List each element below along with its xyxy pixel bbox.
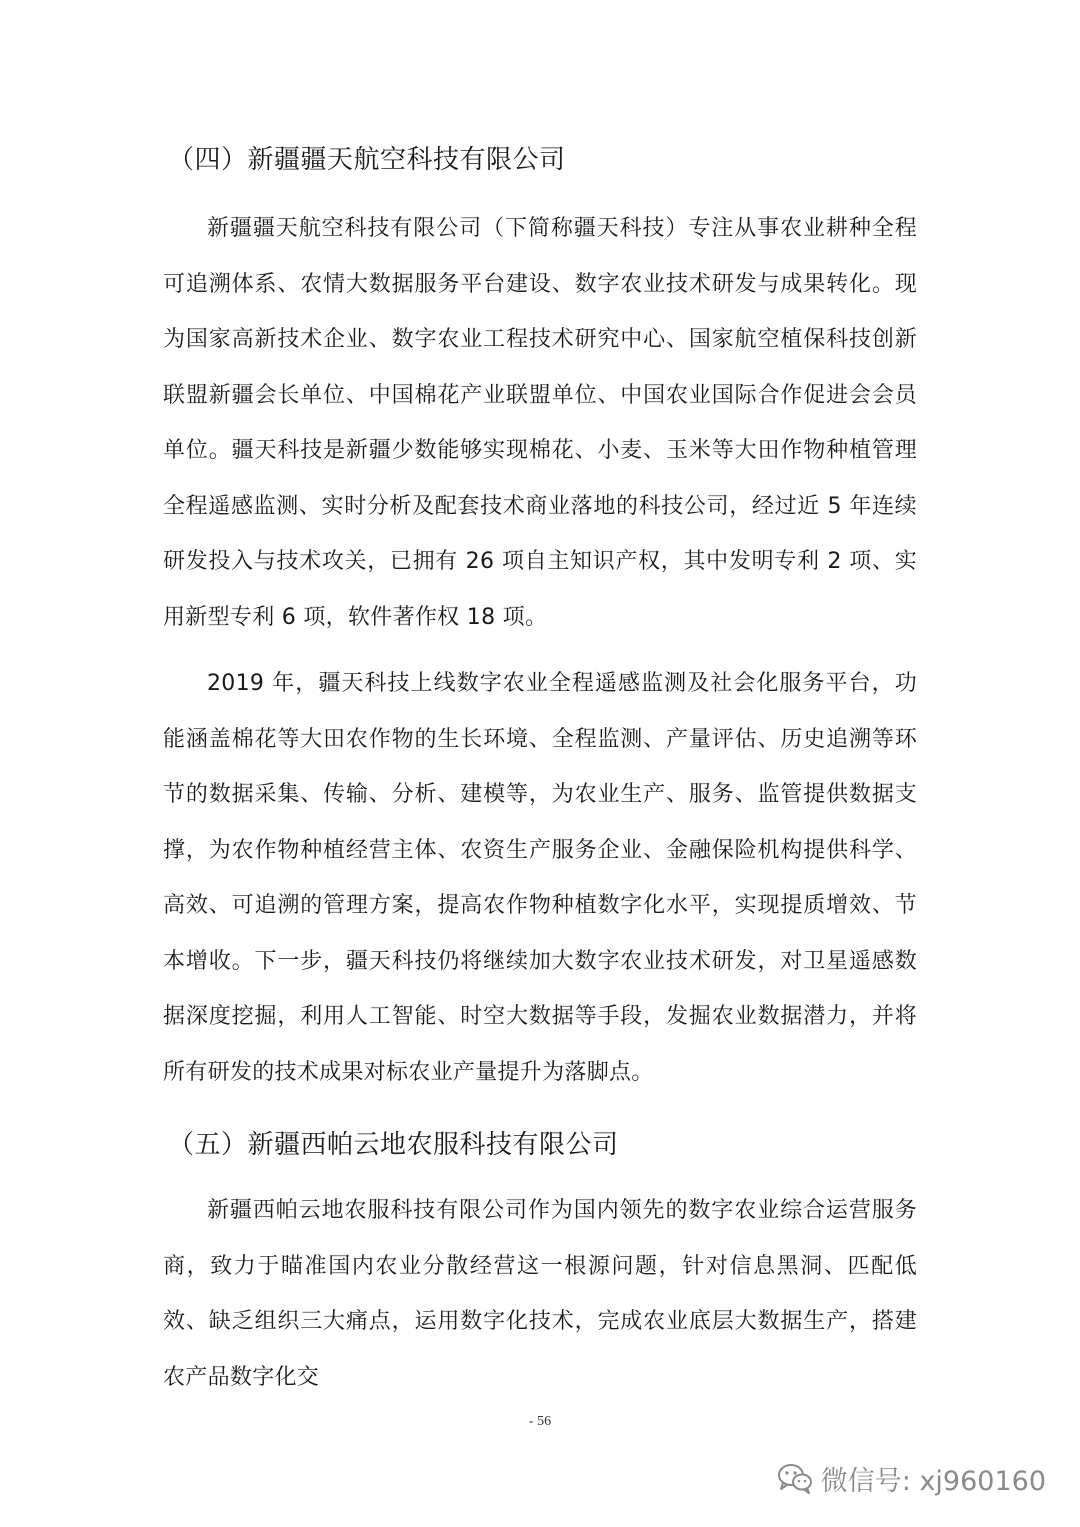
section-4-paragraph-2: 2019 年，疆天科技上线数字农业全程遥感监测及社会化服务平台，功能涵盖棉花等大田农作物的生长环境、全程监测、产量评估、历史追溯等环节的数据采集、传输、分析、建模等，为农业生产、服务、监管提供数据支撑，为农作物种植经营主体、农资生产服务企业、金融保险机构提供科学、高效、可追溯的管理方案，提高农作物种植数字化水平，实现提质增效、节本增收。下一步，疆天科技仍将继续加大数字农业技术研发，对卫星遥感数据深度挖掘，利用人工智能、时空大数据等手段，发掘农业数据潜力，并将所有研发的技术成果对标农业产量提升为落脚点。	[163, 671, 917, 1085]
section-5-paragraph-1: 新疆西帕云地农服科技有限公司作为国内领先的数字农业综合运营服务商，致力于瞄准国内农业分散经营这一根源问题，针对信息黑洞、匹配低效、缺乏组织三大痛点，运用数字化技术，完成农业底层大数据生产，搭建农产品数字化交	[163, 1198, 917, 1390]
watermark-text: 微信号: xj960160	[820, 1465, 1046, 1497]
watermark	[777, 1458, 1046, 1498]
wechat-icon	[777, 1462, 813, 1494]
section-heading-5: （五）新疆西帕云地农服科技有限公司	[168, 1130, 619, 1160]
page-number: - 56	[528, 1414, 552, 1429]
section-heading-4: （四）新疆疆天航空科技有限公司	[168, 145, 566, 175]
section-4-paragraph-1: 新疆疆天航空科技有限公司（下简称疆天科技）专注从事农业耕种全程可追溯体系、农情大数据服务平台建设、数字农业技术研发与成果转化。现为国家高新技术企业、数字农业工程技术研究中心、国家航空植保科技创新联盟新疆会长单位、中国棉花产业联盟单位、中国农业国际合作促进会会员单位。疆天科技是新疆少数能够实现棉花、小麦、玉米等大田作物种植管理全程遥感监测、实时分析及配套技术商业落地的科技公司，经过近 5 年连续研发投入与技术攻关，已拥有 26 项自主知识产权，其中发明专利 2 项、实用新型专利 6 项，软件著作权 18 项。	[163, 216, 917, 630]
